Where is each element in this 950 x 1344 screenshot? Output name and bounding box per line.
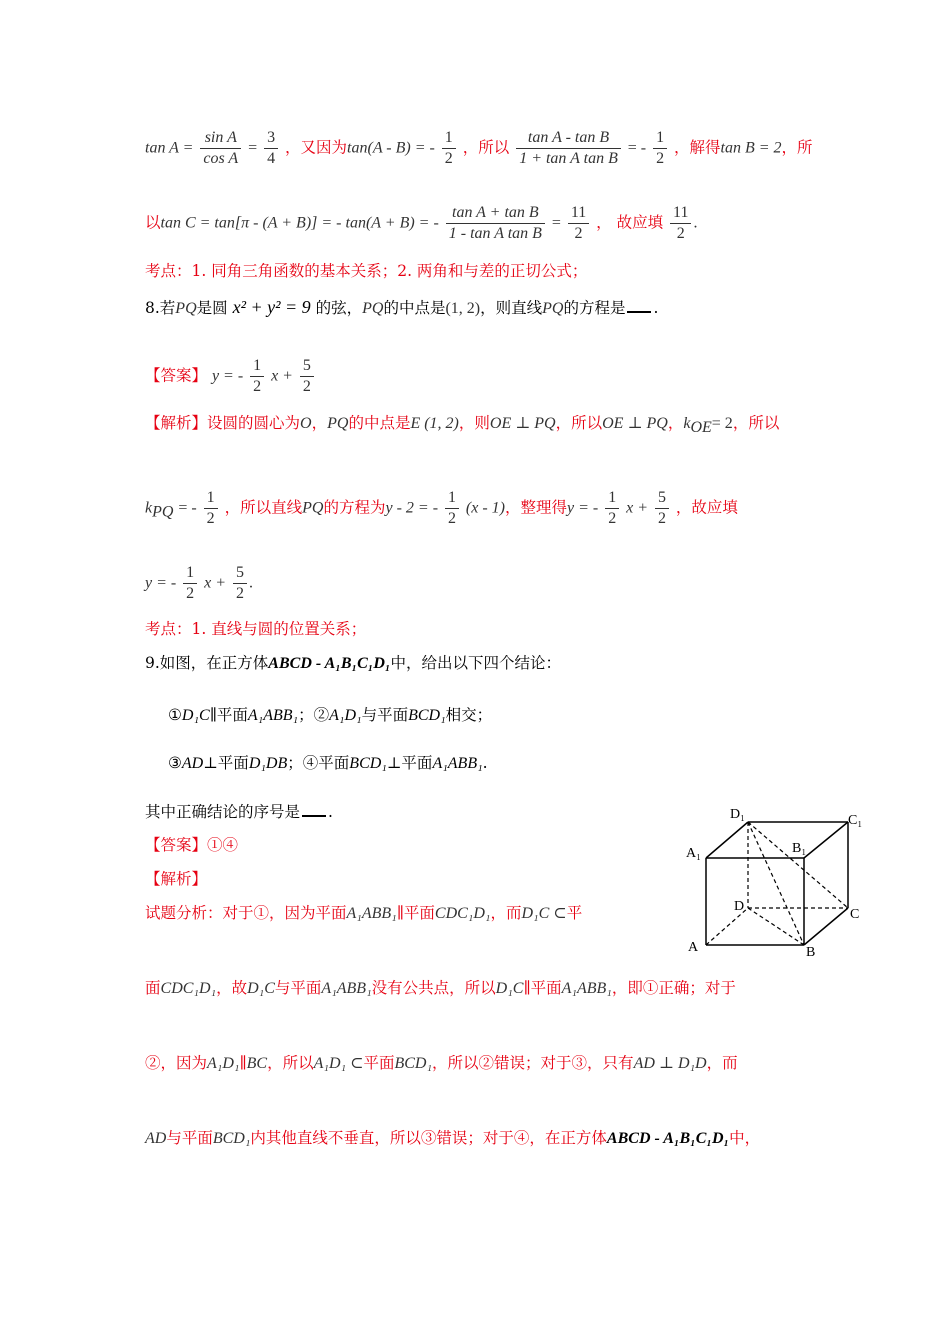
cube-figure <box>680 800 880 960</box>
analysis-8-line-1: 【解析】设圆的圆心为O，PQ的中点是E (1, 2)，则OE ⊥ PQ，所以OE ⊥ PQ，$k_{OE}= 2$，所以 <box>145 414 780 437</box>
label-C1: C₁ <box>848 813 863 828</box>
analysis-8-line-3: y = - $\frac{1}{2}$ x + $\frac{5}{2}$ . <box>145 564 253 602</box>
edge-A1D1 <box>706 822 748 858</box>
fraction: $\frac{\text{sin A}}{\text{cos A}}$ <box>200 128 241 169</box>
fraction: $\frac{5}{2}$ <box>300 356 314 397</box>
fraction: $\frac{1}{2}$ <box>442 128 456 169</box>
fraction: $\frac{1}{2}$ <box>445 488 459 529</box>
question-8: 8.若PQ是圆 x² + y² = 9 的弦，PQ的中点是(1, 2)，则直线PQ的方程是 . <box>145 297 659 317</box>
analysis-9-line-1: 试题分析：对于①，因为平面A₁ABB₁∥平面CDC₁D₁，而D₁C ⊂平 <box>145 904 583 922</box>
analysis-9-label: 【解析】 <box>145 870 208 888</box>
fraction: $\frac{1}{2}$ <box>250 356 264 397</box>
fraction: $\frac{1}{2}$ <box>204 488 218 529</box>
analysis-8-line-2: $k_{PQ}$ = - $\frac{1}{2}$ ，所以直线PQ的方程为y - 2 = - $\frac{1}{2}$ (x - 1)，整理得y = - $\frac{1}{2}$ x + $\frac{5}{2}$ ，故应填 <box>145 489 738 527</box>
label-B1: B₁ <box>792 841 807 856</box>
kaodian-2: 考点：1. 直线与圆的位置关系； <box>145 620 367 638</box>
question-9-conclusions-2: ③AD⊥平面D₁DB；④平面BCD₁⊥平面A₁ABB₁. <box>168 754 488 772</box>
label-D1: D₁ <box>730 807 745 822</box>
label-C: C <box>850 907 860 922</box>
label-A1: A₁ <box>686 846 701 861</box>
answer-blank <box>302 803 326 817</box>
edge-BC <box>804 908 848 945</box>
fraction: $\frac{1}{2}$ <box>605 488 619 529</box>
solution-line-2: 以tan C = tan[π - (A + B)] = - tan(A + B) = - $\frac{\text{tan A + tan B}}{\text{1 - tan A tan B}}$ = $\frac{11}{2}$ ， 故应填 $\frac{11}{2}$ . <box>145 204 698 242</box>
fraction: $\frac{1}{2}$ <box>653 128 667 169</box>
question-9-prompt: 其中正确结论的序号是 . <box>145 803 333 821</box>
edge-B1C1 <box>804 822 848 858</box>
answer-8: 【答案】 y = - $\frac{1}{2}$ x + $\frac{5}{2}$ <box>145 356 316 397</box>
fraction: $\frac{5}{2}$ <box>655 488 669 529</box>
analysis-9-line-3: ②，因为A₁D₁∥BC，所以A₁D₁ ⊂平面BCD₁，所以②错误；对于③，只有AD ⊥ D₁D，而 <box>145 1054 738 1072</box>
fraction: $\frac{\text{tan A + tan B}}{\text{1 - tan A tan B}}$ <box>446 203 545 244</box>
question-9-conclusions-1: ①D₁C∥平面A₁ABB₁；②A₁D₁与平面BCD₁相交； <box>168 706 493 724</box>
fraction: $\frac{11}{2}$ <box>568 203 589 244</box>
fraction: $\frac{1}{2}$ <box>183 563 197 604</box>
kaodian-1: 考点：1. 同角三角函数的基本关系；2. 两角和与差的正切公式； <box>145 262 588 280</box>
fraction: $\frac{11}{2}$ <box>670 203 691 244</box>
answer-blank <box>627 299 651 313</box>
analysis-9-line-2: 面CDC₁D₁，故D₁C与平面A₁ABB₁没有公共点，所以D₁C∥平面A₁ABB₁，即①正确；对于 <box>145 979 736 997</box>
fraction: $\frac{5}{2}$ <box>233 563 247 604</box>
answer-9: 【答案】①④ <box>145 836 239 854</box>
question-9: 9.如图，在正方体ABCD - A₁B₁C₁D₁中，给出以下四个结论： <box>145 654 561 672</box>
label-A: A <box>688 940 699 955</box>
label-B: B <box>806 945 816 960</box>
fraction: $\frac{3}{4}$ <box>264 128 278 169</box>
label-D: D <box>734 899 745 914</box>
analysis-9-line-4: AD与平面BCD₁内其他直线不垂直，所以③错误；对于④，在正方体ABCD - A₁B₁C₁D₁中， <box>145 1129 761 1147</box>
solution-line-1: tan A = $\frac{\text{sin A}}{\text{cos A}}$ = $\frac{3}{4}$ ，又因为tan(A - B) = - $\frac{1}{2}$ ，所以 $\frac{\text{tan A - tan B}}{\text{1 + tan A tan B}}$ = - $\frac{1}{2}$ ，解得tan B = 2，所 <box>145 129 813 167</box>
fraction: $\frac{\text{tan A - tan B}}{\text{1 + tan A tan B}}$ <box>516 128 621 169</box>
